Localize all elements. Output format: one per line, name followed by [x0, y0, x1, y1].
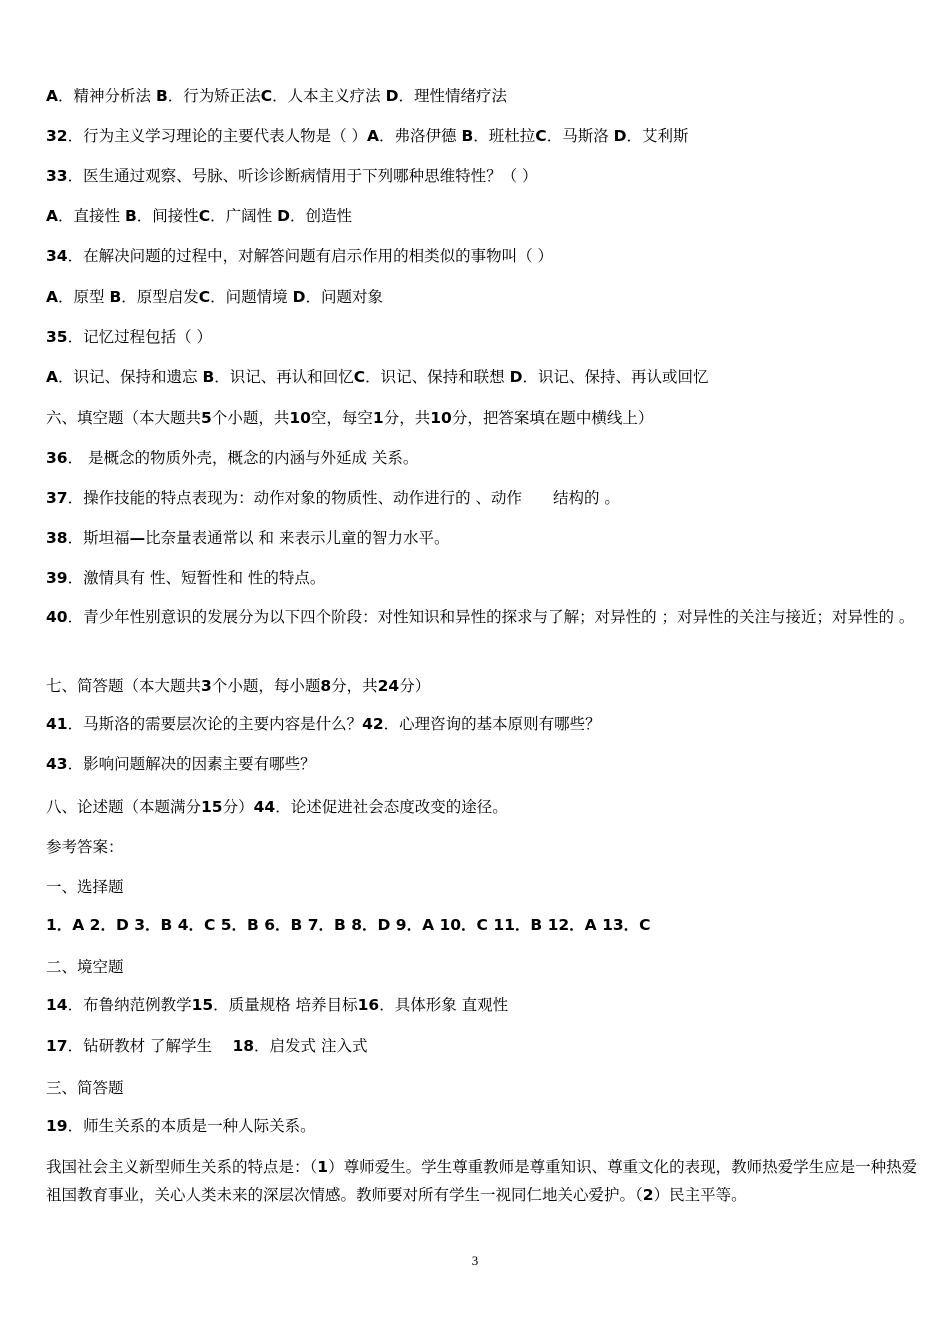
text-run: 19 [46, 1117, 68, 1135]
text-run: ．原型启发 [121, 288, 199, 306]
text-run: ．问题对象 [305, 288, 383, 306]
text-run: 34 [46, 247, 68, 265]
text-run: B [109, 288, 122, 306]
text-line [46, 327, 920, 347]
text-run: 1．A 2．D 3．B 4．C 5．B 6．B 7．B 8．D 9．A 10．C 11．B 12．A 13．C [46, 916, 651, 934]
text-run: 空，每空 [310, 409, 373, 427]
text-run: 3 [201, 677, 212, 695]
text-run: A [46, 87, 58, 105]
text-run: ．布鲁纳范例教学 [67, 996, 192, 1014]
text-run: 42 [362, 715, 384, 733]
text-line [46, 797, 920, 817]
text-run: C [353, 368, 366, 386]
text-run: 二、境空题 [46, 958, 124, 976]
text-run: 七、简答题（本大题共 [46, 677, 202, 695]
text-run: 比奈量表通常以 和 来表示儿童的智力水平。 [145, 529, 450, 547]
text-line [46, 166, 920, 186]
text-run: ．行为主义学习理论的主要代表人物是（ ） [67, 127, 368, 145]
text-line [46, 246, 920, 266]
text-run: ．医生通过观察、号脉、听诊诊断病情用于下列哪种思维特性？（ ） [67, 167, 538, 185]
text-run: — [129, 529, 146, 547]
text-run: 三、简答题 [46, 1079, 124, 1097]
text-line [46, 1116, 920, 1136]
text-run: 41 [46, 715, 68, 733]
text-run: 1 [372, 409, 384, 427]
text-run: D [613, 127, 627, 145]
text-run: ．马斯洛的需要层次论的主要内容是什么？ [67, 715, 363, 733]
text-run: 分） [222, 798, 254, 816]
text-run: ．钻研教材 了解学生 [67, 1037, 233, 1055]
text-run: ．斯坦福 [67, 529, 130, 547]
text-line [46, 206, 920, 226]
text-run: C [535, 127, 547, 145]
text-run: ．师生关系的本质是一种人际关系。 [67, 1117, 316, 1135]
text-run: 我国社会主义新型师生关系的特点是：（ [46, 1158, 318, 1176]
text-run: 43 [46, 755, 68, 773]
page-number: 3 [471, 1253, 479, 1268]
text-run: 分，共 [331, 677, 378, 695]
text-line [46, 126, 920, 146]
text-run: D [277, 207, 290, 225]
text-line [46, 837, 920, 857]
text-run: ．质量规格 培养目标 [213, 996, 358, 1014]
text-line [46, 957, 920, 977]
text-run: B [202, 368, 215, 386]
text-line [46, 488, 920, 508]
text-run: ．创造性 [289, 207, 352, 225]
text-run: A [367, 127, 380, 145]
text-run: 参考答案： [46, 838, 124, 856]
text-line [46, 877, 920, 897]
text-run: ．识记、保持和联想 [365, 368, 510, 386]
text-run: ）民主平等。 [653, 1186, 747, 1204]
text-line [46, 528, 920, 548]
text-run: ．直接性 [58, 207, 125, 225]
text-run: 分，把答案填在题中横线上） [451, 409, 654, 427]
text-run: 5 [201, 409, 212, 427]
text-line [46, 1078, 920, 1098]
text-line [46, 408, 920, 428]
text-run: 15 [201, 798, 223, 816]
text-line [46, 448, 920, 468]
text-line [46, 287, 920, 307]
text-line [46, 367, 920, 387]
text-line [46, 676, 920, 696]
text-run: 10 [289, 409, 311, 427]
text-line [46, 915, 920, 935]
text-run: ．识记、再认和回忆 [214, 368, 354, 386]
text-run: 2 [642, 1186, 654, 1204]
text-run: ．班杜拉 [473, 127, 536, 145]
text-run: B [155, 87, 168, 105]
text-run: ．记忆过程包括（ ） [67, 328, 213, 346]
text-run: 40 [46, 608, 68, 626]
text-run: 38 [46, 529, 68, 547]
text-run: ．精神分析法 [58, 87, 156, 105]
text-run: ． 是概念的物质外壳，概念的内涵与外延成 关系。 [67, 449, 419, 467]
text-line [46, 714, 920, 734]
text-run: 18 [232, 1037, 255, 1055]
text-run: ．具体形象 直观性 [379, 996, 509, 1014]
text-run: ．问题情境 [210, 288, 293, 306]
text-run: 17 [46, 1037, 68, 1055]
text-run: ．青少年性别意识的发展分为以下四个阶段：对性知识和异性的探求与了解；对异性的 ；对异性的关注与接近；对异性的 。 [67, 608, 915, 626]
text-line [46, 754, 920, 774]
text-run: 八、论述题（本题满分 [46, 798, 202, 816]
text-run: D [509, 368, 523, 386]
text-run: A [46, 207, 58, 225]
text-run: 33 [46, 167, 68, 185]
text-run: ．马斯洛 [546, 127, 614, 145]
text-run: ．间接性 [136, 207, 199, 225]
text-run: 15 [191, 996, 214, 1014]
text-run: 36 [46, 449, 68, 467]
text-run: ．原型 [58, 288, 110, 306]
text-run: C [198, 207, 211, 225]
text-line [46, 603, 920, 631]
text-run: 39 [46, 569, 68, 587]
text-run: 16 [357, 996, 380, 1014]
text-run: ．人本主义疗法 [272, 87, 386, 105]
text-run: 1 [317, 1158, 329, 1176]
text-run: 24 [377, 677, 400, 695]
text-run: ．激情具有 性、短暂性和 性的特点。 [67, 569, 326, 587]
text-run: ．在解决问题的过程中，对解答问题有启示作用的相类似的事物叫（ ） [67, 247, 554, 265]
text-run: ．弗洛伊德 [379, 127, 462, 145]
text-run: 32 [46, 127, 68, 145]
text-run: 六、填空题（本大题共 [46, 409, 202, 427]
text-run: ．行为矫正法 [167, 87, 261, 105]
text-run: 44 [253, 798, 276, 816]
text-run: B [124, 207, 137, 225]
text-run: ．影响问题解决的因素主要有哪些？ [67, 755, 316, 773]
text-run: ）尊师爱生。学生尊重教师是尊重知识、尊重文化的表现，教师热爱学生应是一种热爱祖国教育事业，关心人类未来的深层次情感。教师要对所有学生一视同仁地关心爱护。（ [46, 1158, 918, 1204]
text-run: A [46, 288, 58, 306]
text-run: ．理性情绪疗法 [398, 87, 507, 105]
text-line [46, 86, 920, 106]
text-run: 分，共 [383, 409, 431, 427]
text-line [46, 1153, 920, 1209]
text-line [46, 568, 920, 588]
text-run: 个小题，每小题 [211, 677, 321, 695]
text-run: ．心理咨询的基本原则有哪些？ [383, 715, 601, 733]
text-run: 37 [46, 489, 68, 507]
text-run: 8 [320, 677, 332, 695]
text-run: ．识记、保持和遗忘 [58, 368, 203, 386]
text-run: ．艾利斯 [626, 127, 689, 145]
text-run: 个小题，共 [211, 409, 290, 427]
text-run: 14 [46, 996, 68, 1014]
text-run: 35 [46, 328, 68, 346]
text-run: ．操作技能的特点表现为：动作对象的物质性、动作进行的 、动作 结构的 。 [67, 489, 620, 507]
text-run: ．广阔性 [210, 207, 278, 225]
text-run: 10 [430, 409, 452, 427]
text-run: 分） [399, 677, 431, 695]
text-line [46, 1036, 920, 1056]
text-run: D [292, 288, 306, 306]
text-run: ．论述促进社会态度改变的途径。 [275, 798, 508, 816]
text-run: B [461, 127, 474, 145]
text-run: D [385, 87, 399, 105]
text-run: A [46, 368, 58, 386]
text-run: ．识记、保持、再认或回忆 [522, 368, 709, 386]
text-run: 一、选择题 [46, 878, 124, 896]
text-run: C [260, 87, 273, 105]
text-run: C [198, 288, 211, 306]
text-line [46, 995, 920, 1015]
text-run: ．启发式 注入式 [254, 1037, 368, 1055]
